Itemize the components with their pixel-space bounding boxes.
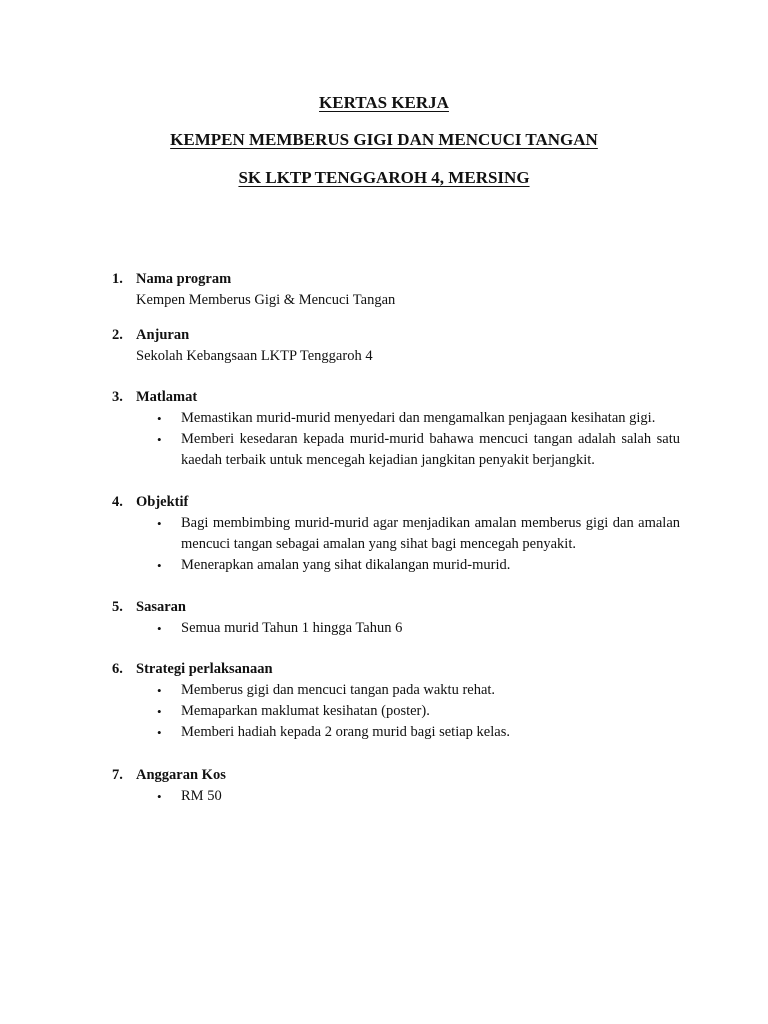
section-title: Anggaran Kos — [136, 767, 226, 783]
section-heading — [112, 387, 680, 408]
section-title: Nama program — [136, 271, 232, 287]
list-item — [112, 555, 680, 576]
section-number: 1. — [112, 271, 123, 287]
list-item-text: Memberi kesedaran kepada murid-murid bahawa mencuci tangan adalah salah satu kaedah terbaik untuk mencegah kejadian jangkitan penyakit berjangkit. — [181, 431, 680, 468]
list-item-text: Menerapkan amalan yang sihat dikalangan murid-murid. — [181, 557, 511, 573]
bullet-list — [112, 513, 680, 576]
section-title: Anjuran — [136, 327, 190, 343]
section-number: 7. — [112, 767, 123, 783]
bullet-icon: • — [157, 558, 162, 573]
section-number: 5. — [112, 599, 123, 615]
list-item — [112, 786, 680, 807]
section-text: Sekolah Kebangsaan LKTP Tenggaroh 4 — [136, 348, 373, 364]
campaign-title: KEMPEN MEMBERUS GIGI DAN MENCUCI TANGAN — [170, 130, 598, 149]
section-heading — [112, 659, 680, 680]
list-item-text: RM 50 — [181, 788, 222, 804]
section-number: 2. — [112, 327, 123, 343]
section-number: 6. — [112, 661, 123, 677]
section-strategi-perlaksanaan — [112, 659, 680, 743]
bullet-icon: • — [157, 411, 162, 426]
section-title: Strategi perlaksanaan — [136, 661, 273, 677]
section-title: Sasaran — [136, 599, 186, 615]
bullet-icon: • — [157, 621, 162, 636]
section-number: 3. — [112, 389, 123, 405]
section-heading — [112, 492, 680, 513]
list-item-text: Bagi membimbing murid-murid agar menjadikan amalan memberus gigi dan amalan mencuci tangan sebagai amalan yang sihat bagi mencegah penyakit. — [181, 515, 680, 552]
section-title: Objektif — [136, 494, 189, 510]
list-item-text: Memberus gigi dan mencuci tangan pada waktu rehat. — [181, 682, 496, 698]
list-item — [112, 680, 680, 701]
list-item-text: Memaparkan maklumat kesihatan (poster). — [181, 703, 430, 719]
list-item — [112, 701, 680, 722]
bullet-icon: • — [157, 683, 162, 698]
list-item — [112, 618, 680, 639]
document-title: KERTAS KERJA — [319, 93, 449, 112]
list-item — [112, 408, 680, 429]
bullet-icon: • — [157, 725, 162, 740]
section-sasaran — [112, 597, 680, 639]
bullet-icon: • — [157, 432, 162, 447]
section-heading — [112, 325, 680, 346]
section-text: Kempen Memberus Gigi & Mencuci Tangan — [136, 292, 396, 308]
bullet-icon: • — [157, 789, 162, 804]
list-item-text: Memberi hadiah kepada 2 orang murid bagi setiap kelas. — [181, 724, 510, 740]
section-objektif — [112, 492, 680, 576]
list-item — [112, 429, 680, 471]
section-anjuran — [112, 325, 680, 367]
bullet-list — [112, 680, 680, 743]
school-title: SK LKTP TENGGAROH 4, MERSING — [238, 168, 530, 187]
bullet-icon: • — [157, 516, 162, 531]
list-item-text: Memastikan murid-murid menyedari dan mengamalkan penjagaan kesihatan gigi. — [181, 410, 656, 426]
bullet-list — [112, 408, 680, 471]
bullet-icon: • — [157, 704, 162, 719]
section-anggaran-kos — [112, 765, 680, 807]
list-item — [112, 722, 680, 743]
section-heading — [112, 597, 680, 618]
section-title: Matlamat — [136, 389, 198, 405]
list-item — [112, 513, 680, 555]
list-item-text: Semua murid Tahun 1 hingga Tahun 6 — [181, 620, 403, 636]
section-number: 4. — [112, 494, 123, 510]
section-heading — [112, 765, 680, 786]
section-nama-program — [112, 269, 680, 311]
bullet-list — [112, 786, 680, 807]
bullet-list — [112, 618, 680, 639]
section-matlamat — [112, 387, 680, 471]
section-heading — [112, 269, 680, 290]
